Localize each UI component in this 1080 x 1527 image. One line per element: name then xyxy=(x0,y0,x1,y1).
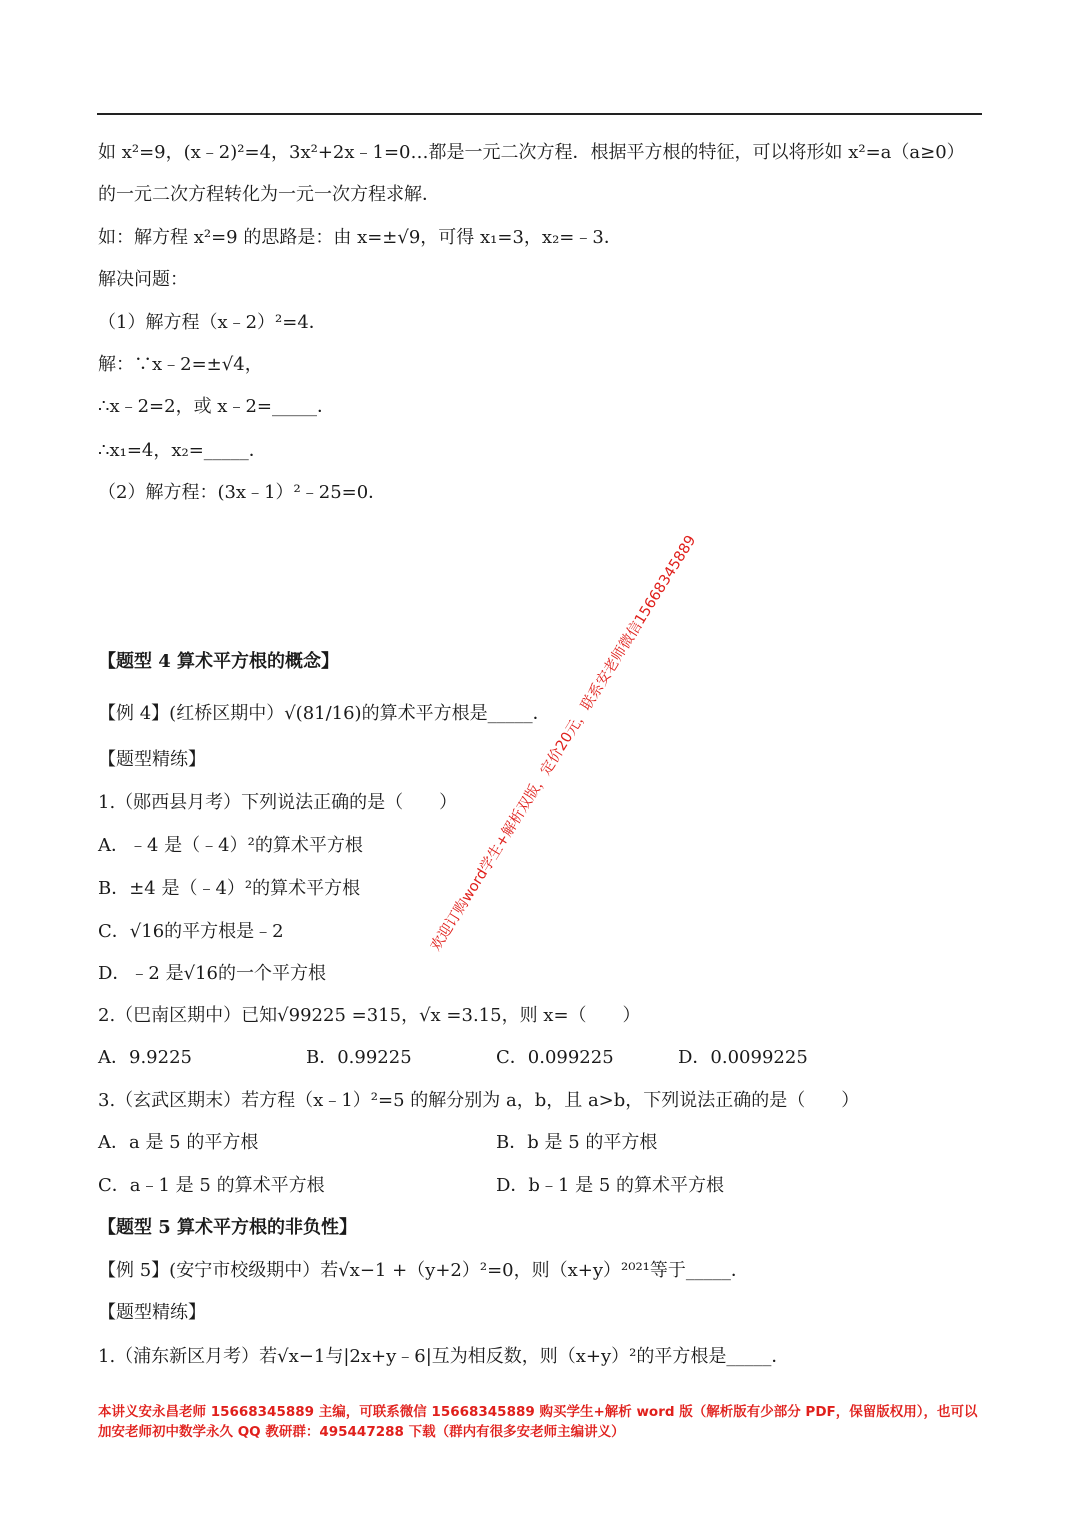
question-3-option-d: D．b﹣1 是 5 的算术平方根 xyxy=(496,1175,725,1196)
practice-heading-5: 【题型精练】 xyxy=(98,1302,206,1323)
question-1-stem: 1.（郧西县月考）下列说法正确的是（ ） xyxy=(98,792,458,813)
question-1-option-c: C．√16的平方根是﹣2 xyxy=(98,921,284,942)
question-2-stem: 2.（巴南区期中）已知√99225 =315，√x =3.15，则 x=（ ） xyxy=(98,1005,641,1026)
header-rule xyxy=(97,113,982,115)
question-3-stem: 3.（玄武区期末）若方程（x﹣1）²=5 的解分别为 a，b，且 a>b，下列说法正确的是（ ） xyxy=(98,1090,860,1111)
intro-line-4: 解决问题： xyxy=(98,269,188,290)
question-3-option-a: A．a 是 5 的平方根 xyxy=(98,1132,259,1153)
example-5: 【例 5】(安宁市校级期中）若√x−1 +（y+2）²=0，则（x+y）²⁰²¹等于_____． xyxy=(98,1260,749,1281)
intro-line-2: 的一元二次方程转化为一元一次方程求解． xyxy=(98,184,440,205)
question-2-option-a: A．9.9225 xyxy=(98,1047,192,1068)
section-5-heading: 【题型 5 算术平方根的非负性】 xyxy=(98,1217,358,1238)
question-1-option-b: B．±4 是（﹣4）²的算术平方根 xyxy=(98,878,361,899)
question-3-option-c: C．a﹣1 是 5 的算术平方根 xyxy=(98,1175,325,1196)
intro-line-3: 如：解方程 x²=9 的思路是：由 x=±√9，可得 x₁=3，x₂=﹣3． xyxy=(98,227,622,248)
section-5-question-1: 1.（浦东新区月考）若√x−1与|2x+y﹣6|互为相反数，则（x+y）²的平方根是_____． xyxy=(98,1346,790,1367)
intro-line-5: （1）解方程（x﹣2）²=4． xyxy=(98,312,327,333)
intro-line-6: 解：∵x﹣2=±√4， xyxy=(98,354,263,375)
question-2-option-d: D．0.0099225 xyxy=(678,1047,808,1068)
section-4-heading: 【题型 4 算术平方根的概念】 xyxy=(98,651,340,672)
question-2-option-c: C．0.099225 xyxy=(496,1047,614,1068)
practice-heading-4: 【题型精练】 xyxy=(98,749,206,770)
intro-line-7: ∴x﹣2=2，或 x﹣2=_____． xyxy=(98,396,335,417)
question-2-option-b: B．0.99225 xyxy=(306,1047,412,1068)
intro-line-9: （2）解方程：(3x﹣1）²﹣25=0． xyxy=(98,482,387,503)
watermark: 欢迎订购word学生+解析双版，定价20元，联系安老师微信15668345889 xyxy=(427,532,700,955)
intro-line-1: 如 x²=9，(x﹣2)²=4，3x²+2x﹣1=0…都是一元二次方程．根据平方根的特征，可以将形如 x²=a（a≥0） xyxy=(98,142,965,163)
intro-line-8: ∴x₁=4，x₂=_____． xyxy=(98,440,267,461)
question-1-option-a: A．﹣4 是（﹣4）²的算术平方根 xyxy=(98,835,363,856)
example-4: 【例 4】(红桥区期中）√(81/16)的算术平方根是_____． xyxy=(98,703,551,724)
question-1-option-d: D．﹣2 是√16的一个平方根 xyxy=(98,963,326,984)
question-3-option-b: B．b 是 5 的平方根 xyxy=(496,1132,658,1153)
footer-notice: 本讲义安永昌老师 15668345889 主编，可联系微信 15668345889 购买学生+解析 word 版（解析版有少部分 PDF，保留版权用），也可以加安老师初中数学永久 QQ 教研群：495447288 下载（群内有很多安老师主编讲义） xyxy=(98,1404,978,1440)
